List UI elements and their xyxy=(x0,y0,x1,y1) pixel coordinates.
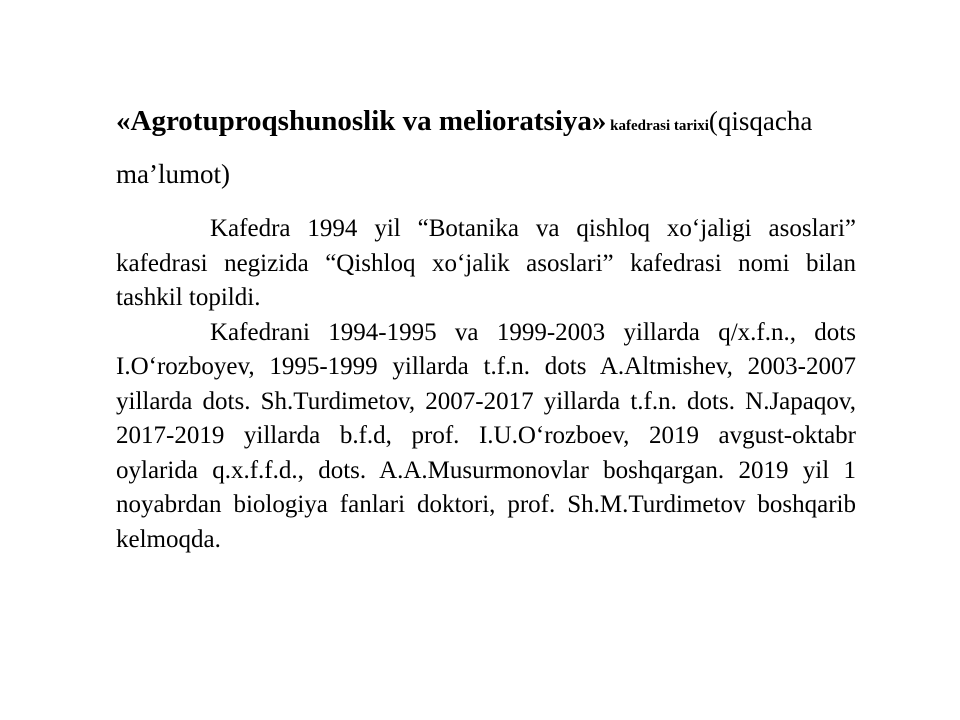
slide-body xyxy=(116,212,856,557)
title-history-label: kafedrasi tarixi xyxy=(606,118,709,134)
title-subtitle: (qisqacha ma’lumot) xyxy=(116,106,813,189)
paragraph-leadership: Kafedrani 1994-1995 va 1999-2003 yillarda q/x.f.n., dots I.O‘rozboyev, 1995-1999 yillarda t.f.n. dots A.Altmishev, 2003-2007 yillarda dots. Sh.Turdimetov, 2007-2017 yillarda t.f.n. dots. N.Japaqov, 2017-2019 yillarda b.f.d, prof. I.U.O‘rozboev, 2019 avgust-oktabr oylarida q.x.f.f.d., dots. A.A.Musurmonovlar boshqargan. 2019 yil 1 noyabrdan biologiya fanlari doktori, prof. Sh.M.Turdimetov boshqarib kelmoqda. xyxy=(116,318,856,553)
title-department-name: «Agrotuproqshunoslik va melioratsiya» xyxy=(116,105,607,137)
slide-title xyxy=(116,96,856,197)
paragraph-founding: Kafedra 1994 yil “Botanika va qishloq xo‘jaligi asoslari” kafedrasi negizida “Qishloq xo‘jalik asoslari” kafedrasi nomi bilan tashkil topildi. xyxy=(116,215,856,311)
